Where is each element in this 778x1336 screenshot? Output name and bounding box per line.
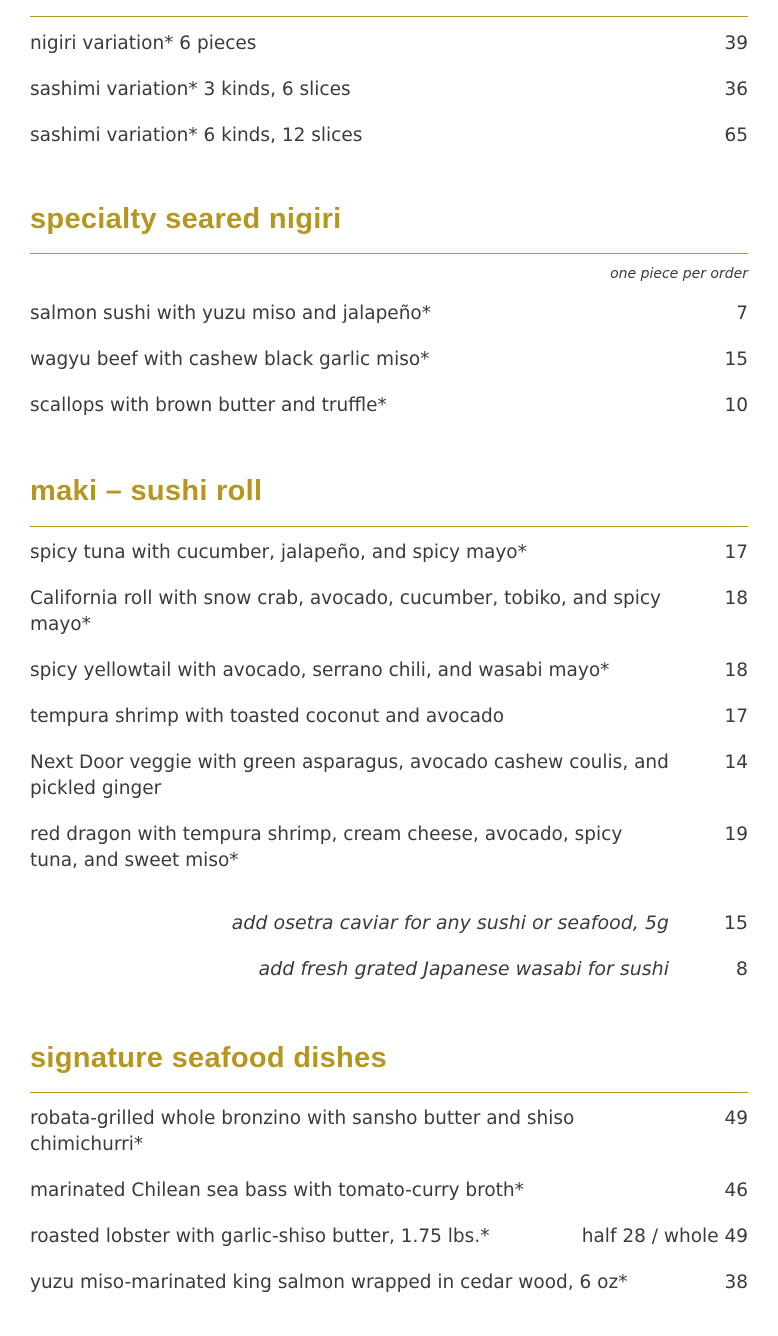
item-description: sashimi variation* 6 kinds, 12 slices [30,125,363,146]
menu-item [30,1178,748,1204]
menu-item [30,123,748,149]
item-description: marinated Chilean sea bass with tomato-curry broth* [30,1180,524,1201]
section-divider [30,253,748,254]
addon-description: add osetra caviar for any sushi or seafood, 5g [231,912,669,934]
addon-price: 8 [735,958,748,980]
menu-item [30,750,748,802]
item-price: 7 [736,303,748,324]
section-divider [30,526,748,527]
item-description: sashimi variation* 3 kinds, 6 slices [30,79,351,100]
item-price: 15 [724,349,748,370]
item-description: spicy yellowtail with avocado, serrano chili, and wasabi mayo* [30,660,610,681]
item-description: robata-grilled whole bronzino with sansho butter and shiso chimichurri* [30,1108,575,1155]
menu-item [30,658,748,684]
menu-item [30,77,748,103]
section-title: maki – sushi roll [30,475,263,507]
addon-item [30,910,748,936]
item-description: wagyu beef with cashew black garlic miso* [30,349,430,370]
item-description: nigiri variation* 6 pieces [30,33,257,54]
section-note: one piece per order [610,266,748,282]
menu-item [30,540,748,566]
item-price: 49 [724,1108,748,1129]
item-price: 36 [724,79,748,100]
item-price: 14 [724,752,748,773]
menu-item [30,1106,748,1158]
menu-item [30,393,748,419]
menu-item [30,704,748,730]
item-price: 19 [724,824,748,845]
menu-item [30,586,748,638]
item-description: red dragon with tempura shrimp, cream cheese, avocado, spicy tuna, and sweet miso* [30,824,623,871]
item-price: 18 [724,660,748,681]
item-description: yuzu miso-marinated king salmon wrapped in cedar wood, 6 oz* [30,1272,628,1293]
item-price: 65 [724,125,748,146]
item-description: California roll with snow crab, avocado, cucumber, tobiko, and spicy mayo* [30,588,662,635]
addon-price: 15 [723,912,748,934]
section-title: signature seafood dishes [30,1042,387,1074]
menu-item [30,1270,748,1296]
menu-item [30,822,748,874]
item-description: roasted lobster with garlic-shiso butter, 1.75 lbs.* [30,1226,490,1247]
item-price: 10 [724,395,748,416]
section-divider [30,1092,748,1093]
addon-description: add fresh grated Japanese wasabi for sushi [258,958,669,980]
item-price: 38 [724,1272,748,1293]
menu-page [30,0,748,1296]
section-divider [30,16,748,17]
item-price: 46 [724,1180,748,1201]
item-price: 39 [724,33,748,54]
item-description: Next Door veggie with green asparagus, avocado cashew coulis, and pickled ginger [30,752,669,799]
item-description: salmon sushi with yuzu miso and jalapeño* [30,303,431,324]
item-description: tempura shrimp with toasted coconut and avocado [30,706,505,727]
menu-item [30,301,748,327]
item-price: 18 [724,588,748,609]
item-price: 17 [724,542,748,563]
menu-item [30,31,748,57]
menu-item [30,1224,748,1250]
item-description: spicy tuna with cucumber, jalapeño, and spicy mayo* [30,542,527,563]
item-description: scallops with brown butter and truffle* [30,395,387,416]
menu-item [30,347,748,373]
item-price: 17 [724,706,748,727]
section-title: specialty seared nigiri [30,203,342,235]
item-price: half 28 / whole 49 [581,1226,748,1247]
addon-item [30,956,748,982]
